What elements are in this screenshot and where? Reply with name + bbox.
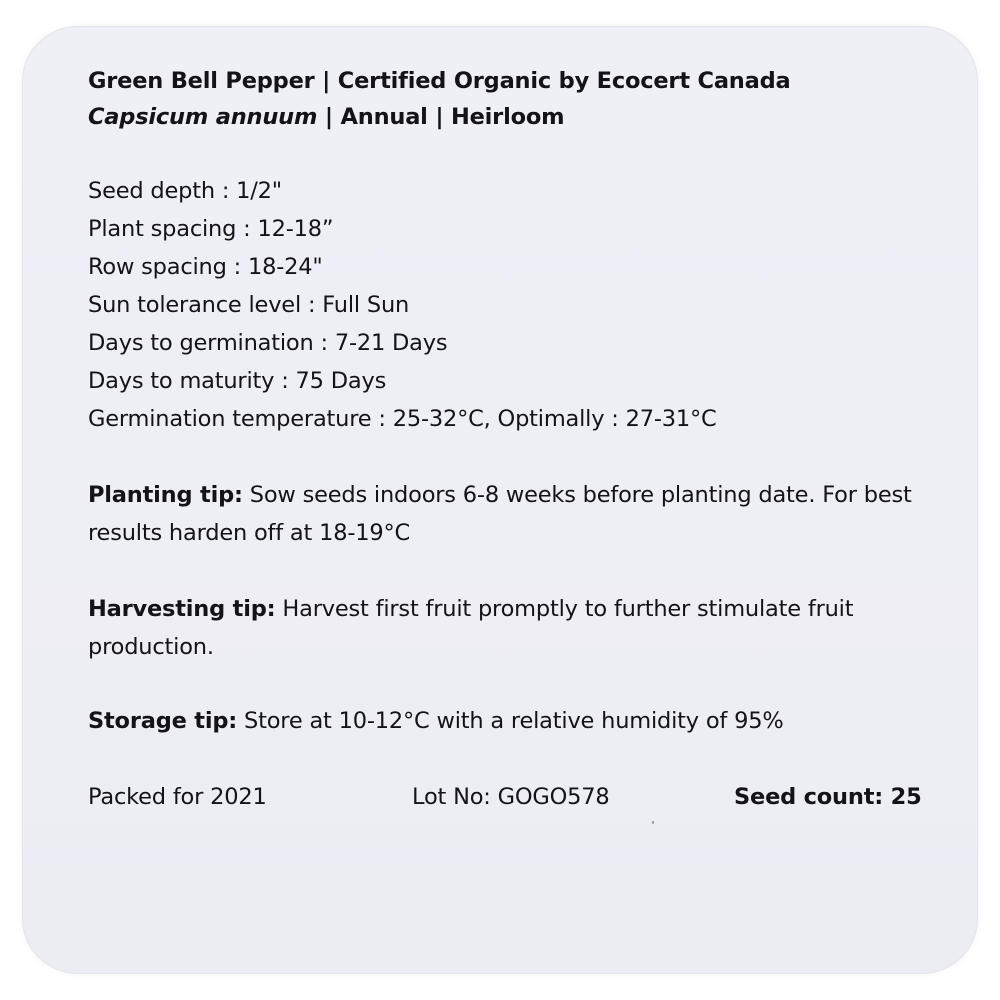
product-attributes: | Annual | Heirloom (317, 104, 565, 130)
planting-tip-text: Sow seeds indoors 6-8 weeks before planting date. For best results harden off at 18-19°C (88, 482, 912, 546)
spec-sun-tolerance: Sun tolerance level : Full Sun (88, 292, 410, 318)
product-subtitle (88, 98, 564, 136)
planting-tip-label: Planting tip: (88, 482, 243, 508)
packed-for: Packed for 2021 (88, 784, 267, 810)
spec-plant-spacing: Plant spacing : 12-18” (88, 216, 334, 242)
spec-germination-temperature: Germination temperature : 25-32°C, Optimally : 27-31°C (88, 406, 717, 432)
seed-packet-label (22, 26, 978, 974)
storage-tip-label: Storage tip: (88, 708, 238, 734)
spec-seed-depth: Seed depth : 1/2" (88, 178, 282, 204)
seed-count: Seed count: 25 (734, 784, 922, 810)
paper-speck (652, 821, 654, 824)
spec-days-to-germination: Days to germination : 7-21 Days (88, 330, 448, 356)
product-title: Green Bell Pepper | Certified Organic by Ecocert Canada (88, 68, 791, 94)
harvesting-tip (88, 590, 968, 666)
harvesting-tip-label: Harvesting tip: (88, 596, 276, 622)
spec-days-to-maturity: Days to maturity : 75 Days (88, 368, 387, 394)
harvesting-tip-text: Harvest first fruit promptly to further stimulate fruit production. (88, 596, 854, 660)
spec-row-spacing: Row spacing : 18-24" (88, 254, 323, 280)
storage-tip (88, 702, 968, 740)
planting-tip (88, 476, 968, 552)
storage-tip-text: Store at 10-12°C with a relative humidity of 95% (237, 708, 784, 734)
lot-number: Lot No: GOGO578 (412, 784, 610, 810)
latin-name: Capsicum annuum (88, 104, 318, 130)
